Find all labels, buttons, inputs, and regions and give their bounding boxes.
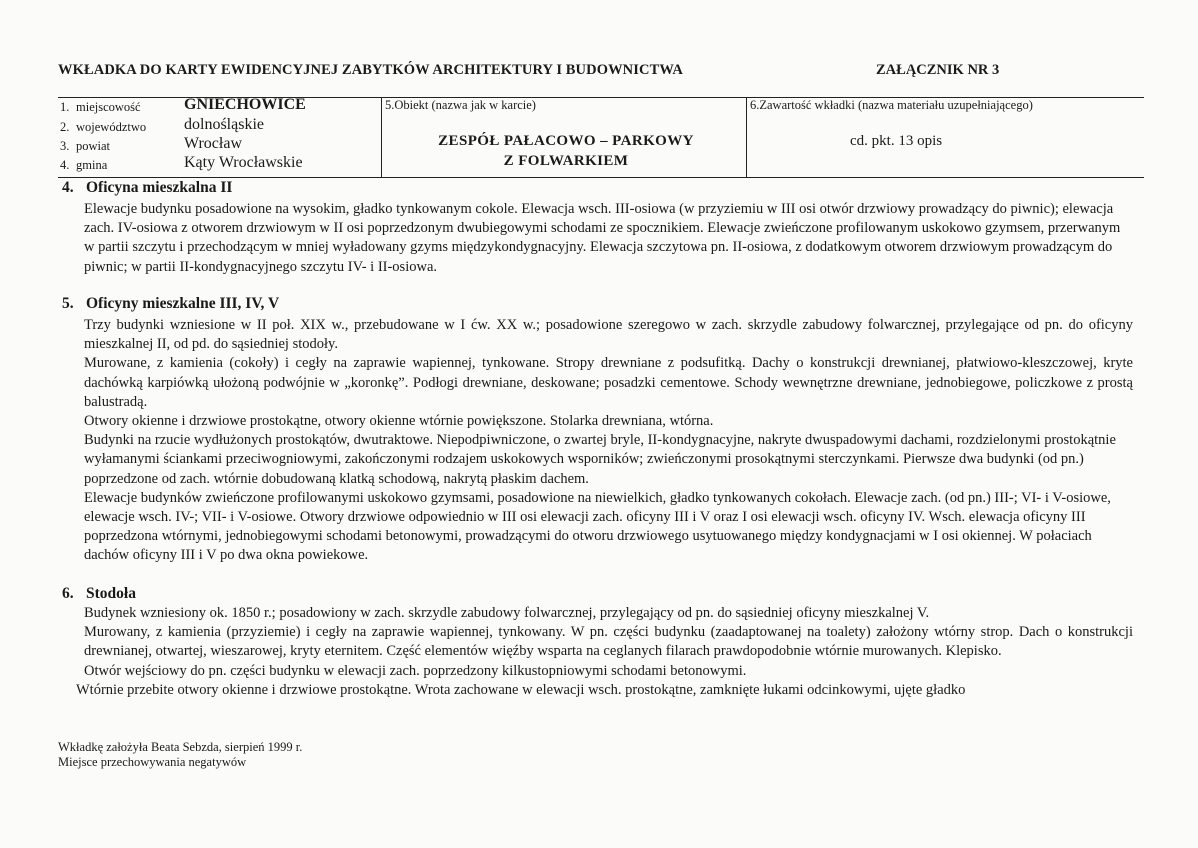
field-number: 3. (60, 139, 70, 153)
field-value-voivodeship: dolnośląskie (184, 116, 264, 133)
field-label: miejscowość (76, 100, 141, 114)
section-title: Oficyny mieszkalne III, IV, V (86, 295, 280, 312)
field-label: powiat (76, 139, 111, 153)
document-title: WKŁADKA DO KARTY EWIDENCYJNEJ ZABYTKÓW ARCHITEKTURY I BUDOWNICTWA (58, 62, 683, 78)
field-value-locality: GNIECHOWICE (184, 96, 306, 113)
table-divider (381, 97, 382, 177)
section-body (84, 316, 1133, 566)
section-body (76, 604, 1133, 700)
field-label: województwo (76, 120, 147, 134)
section-number: 5. (62, 295, 74, 312)
paragraph: Budynki na rzucie wydłużonych prostokątów, dwutraktowe. Niepodpiwniczone, o zwartej bryle, II-kondygnacyjne, nakryte dwuspadowymi dachami, rozdzielonymi prostokątnie wyłamanymi ściankami przeciwogniowymi, zakończonymi rodzajem uskokowych wsporników; zwieńczonymi prosokątnymi sterczynkami. Pierwsze dwa budynki (od pn.) poprzedzone od zach. wtórnie dobudowaną klatką schodową, nakrytą płaskim dachem. (84, 432, 1116, 487)
section-heading (62, 295, 279, 313)
paragraph: Trzy budynki wzniesione w II poł. XIX w., przebudowane w I ćw. XX w.; posadowione szeregowo w zach. skrzydle zabudowy folwarcznej, przylegające od pn. do oficyny mieszkalnej II, od pd. do sąsiedniej stodoły. (84, 317, 1133, 353)
field-label: gmina (76, 158, 108, 172)
insert-author: Wkładkę założyła Beata Sebzda, sierpień 1999 r. (58, 740, 303, 754)
object-name-line1: ZESPÓŁ PAŁACOWO – PARKOWY (438, 133, 694, 149)
field-number: 2. (60, 120, 70, 134)
object-name-line2: Z FOLWARKIEM (503, 153, 629, 169)
paragraph: Budynek wzniesiony ok. 1850 r.; posadowiony w zach. skrzydle zabudowy folwarcznej, przylegający od pn. do sąsiedniej oficyny mieszkalnej V. (84, 605, 930, 621)
paragraph: Elewacje budynku posadowione na wysokim, gładko tynkowanym cokole. Elewacja wsch. III-osiowa (w przyziemiu w III osi otwór drzwiowy prowadzący do piwnic); elewacja zach. IV-osiowa z otworem drzwiowym w II osi poprzedzonym dwubiegowymi schodami ze spocznikiem. Elewacje zwieńczone profilowanym uskokowo gzymsem, przerwanym w partii szczytu i przechodzącym w mniej wyładowany gzyms międzykondygnacyjny. Elewacja szczytowa pn. II-osiowa, z dodatkowym otworem drzwiowym prowadzącym do piwnic; w partii II-kondygnacyjnego szczytu IV- i II-osiowa. (84, 201, 1121, 275)
field-value-county: Wrocław (184, 135, 242, 152)
annex-label: ZAŁĄCZNIK NR 3 (876, 62, 1000, 78)
paragraph: Otwory okienne i drzwiowe prostokątne, otwory okienne wtórnie powiększone. Stolarka drewniana, wtórna. (84, 413, 714, 430)
section-heading (62, 585, 136, 603)
paragraph: Elewacje budynków zwieńczone profilowanymi uskokowo gzymsami, posadowione na niewielkich, gładko tynkowanych cokołach. Elewacje zach. (od pn.) III-; VI- i V-osiowe, elewacje wsch. IV-; VII- i V-osiowe. Otwory drzwiowe odpowiednio w III osi elewacji zach. oficyny III i V oraz I osi elewacji wsch. oficyny IV. Wsch. elewacja oficyny III poprzedzona wtórnymi, jednobiegowymi schodami betonowymi, prowadzącymi do otworu drzwiowego usytuowanego między kondygnacjami w I osi okiennej. W połaciach dachów oficyny III i V po dwa okna powiekowe. (84, 489, 1111, 564)
negatives-location: Miejsce przechowywania negatywów (58, 755, 247, 769)
paragraph: Murowany, z kamienia (przyziemie) i cegły na zaprawie wapiennej, tynkowany. W pn. części budynku (zaadaptowanej na toalety) założony wtórny strop. Dach o konstrukcji drewnianej, otwartej, wieszarowej, kryty eternitem. Część elementów więźby wsparta na ceglanych filarach prawdopodobnie wtórnie murowanych. Klepisko. (84, 624, 1133, 660)
object-label: 5.Obiekt (nazwa jak w karcie) (385, 98, 536, 112)
contents-value: cd. pkt. 13 opis (850, 133, 943, 149)
section-heading (62, 179, 232, 197)
table-bottom-rule (58, 177, 1144, 178)
section-body (84, 200, 1133, 277)
section-number: 6. (62, 585, 74, 602)
paragraph: Wtórnie przebite otwory okienne i drzwiowe prostokątne. Wrota zachowane w elewacji wsch. prostokątne, zamknięte łukami odcinkowymi, ujęte gładko (76, 681, 966, 698)
field-number: 1. (60, 100, 70, 114)
paragraph: Otwór wejściowy do pn. części budynku w elewacji zach. poprzedzony kilkustopniowymi schodami betonowymi. (84, 662, 747, 679)
contents-label: 6.Zawartość wkładki (nazwa materiału uzupełniającego) (750, 98, 1033, 112)
field-value-commune: Kąty Wrocławskie (184, 154, 303, 171)
section-title: Stodoła (86, 585, 136, 602)
field-number: 4. (60, 158, 70, 172)
section-number: 4. (62, 179, 74, 196)
paragraph: Murowane, z kamienia (cokoły) i cegły na zaprawie wapiennej, tynkowane. Stropy drewniane z podsufitką. Dachy o konstrukcji drewnianej, płatwiowo-kleszczowej, kryte dachówką karpiówką ułożoną podwójnie w „koronkę”. Podłogi drewniane, deskowane; posadzki cementowe. Schody wewnętrzne drewniane, jednobiegowe, policzkowe z prostą balustradą. (84, 355, 1133, 410)
section-title: Oficyna mieszkalna II (86, 179, 233, 196)
